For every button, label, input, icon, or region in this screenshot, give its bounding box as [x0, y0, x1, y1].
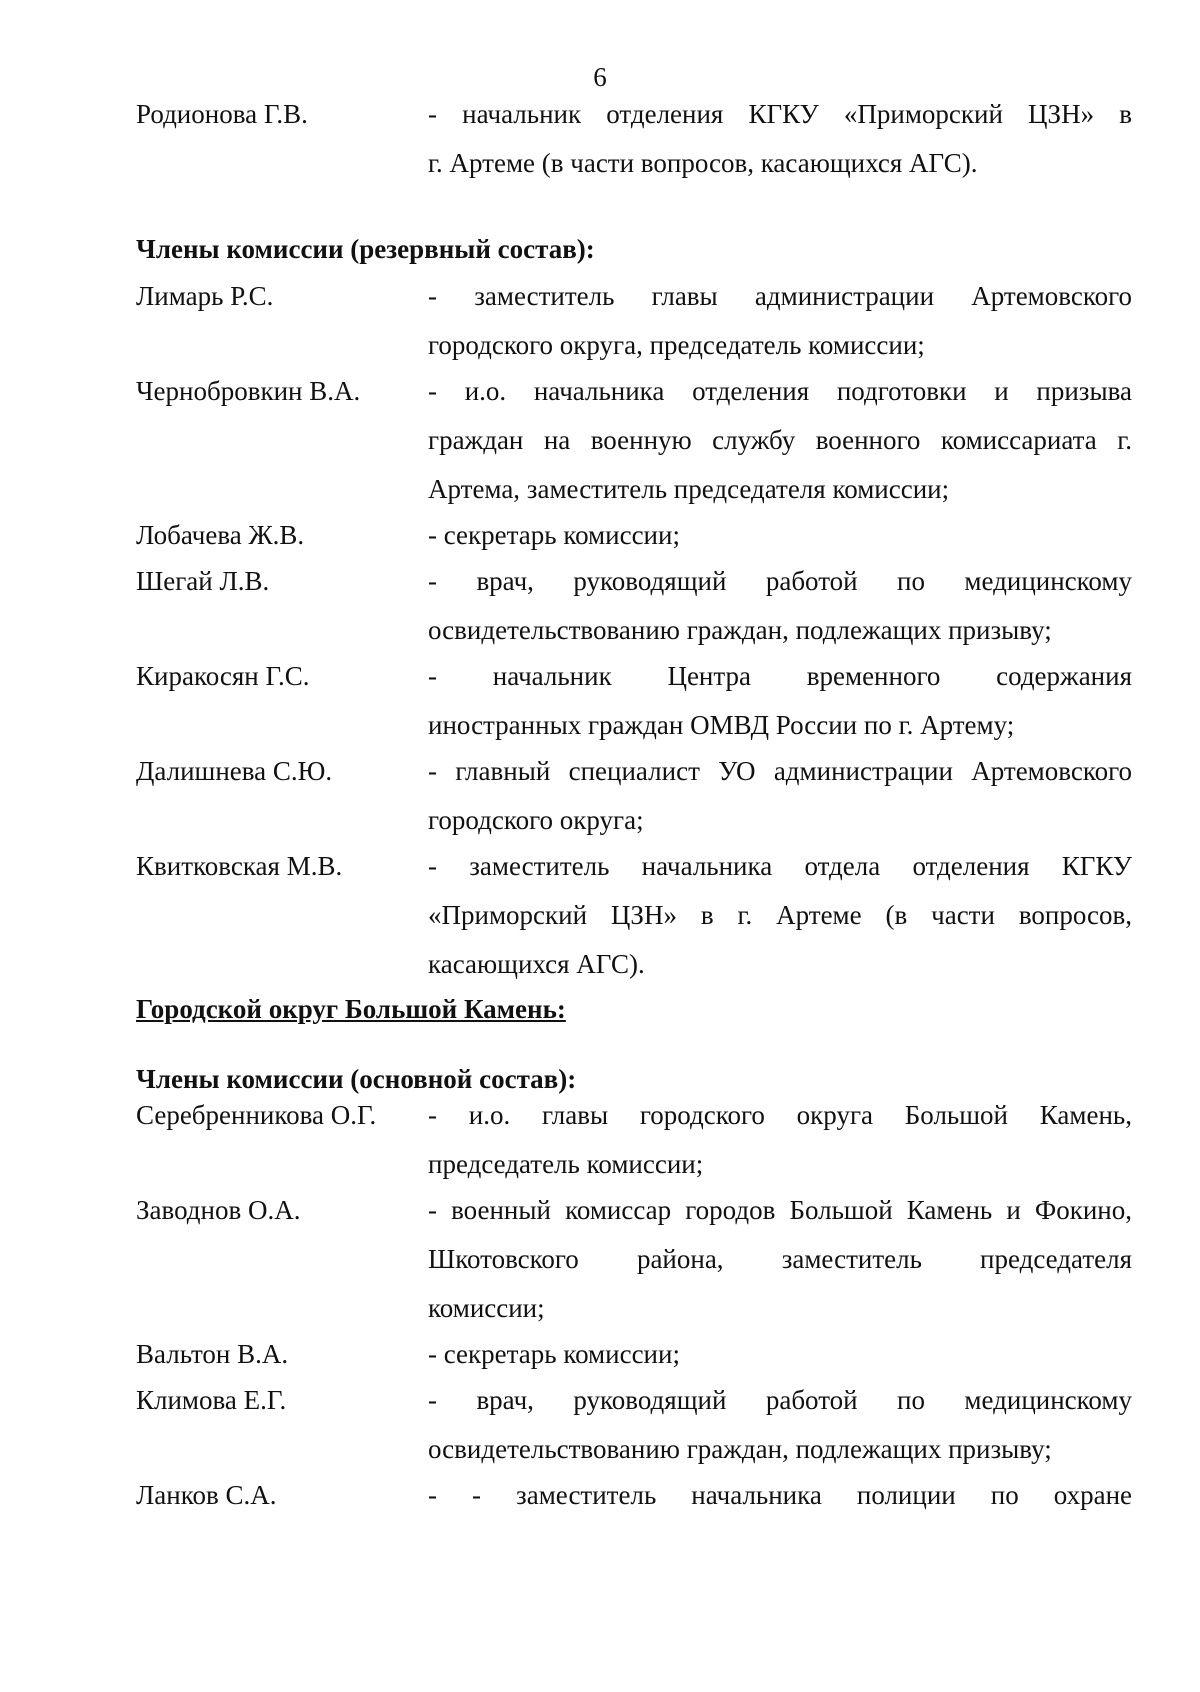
- district-heading: Городской округ Большой Камень:: [136, 994, 566, 1024]
- member-role: [428, 1471, 1132, 1520]
- member-name: Серебренникова О.Г.: [136, 1100, 377, 1130]
- role-line: - врач, руководящий работой по медицинскому: [428, 566, 1132, 596]
- role-line: - начальник отделения КГКУ «Приморский ЦЗН» в: [428, 99, 1132, 129]
- member-name: Квитковская М.В.: [136, 851, 343, 881]
- role-line: - начальник Центра временного содержания: [428, 661, 1132, 691]
- role-line: касающихся АГС).: [428, 949, 645, 979]
- member-name: Лимарь Р.С.: [136, 281, 274, 311]
- role-line: - врач, руководящий работой по медицинскому: [428, 1385, 1132, 1415]
- member-name: Вальтон В.А.: [136, 1339, 289, 1369]
- member-name: Заводнов О.А.: [136, 1195, 301, 1225]
- role-line: - заместитель главы администрации Артемовского: [428, 281, 1132, 311]
- member-role: [428, 557, 1132, 655]
- role-line: председатель комиссии;: [428, 1149, 704, 1179]
- role-line: иностранных граждан ОМВД России по г. Артему;: [428, 710, 1015, 740]
- role-line: - - заместитель начальника полиции по охране: [428, 1480, 1132, 1510]
- role-line: Артема, заместитель председателя комиссии;: [428, 474, 950, 504]
- role-line: - и.о. главы городского округа Большой Камень,: [428, 1100, 1132, 1130]
- main-heading: Члены комиссии (основной состав):: [136, 1064, 577, 1094]
- member-name: Шегай Л.В.: [136, 566, 270, 596]
- page-number: 6: [593, 62, 607, 92]
- role-line: - секретарь комиссии;: [428, 520, 680, 550]
- member-name: Климова Е.Г.: [136, 1385, 287, 1415]
- reserve-heading: Члены комиссии (резервный состав):: [136, 234, 595, 264]
- role-line: - секретарь комиссии;: [428, 1339, 680, 1369]
- role-line: - военный комиссар городов Большой Камень и Фокино,: [428, 1195, 1132, 1225]
- role-line: освидетельствованию граждан, подлежащих призыву;: [428, 615, 1052, 645]
- member-role: [428, 652, 1132, 750]
- member-name: Лобачева Ж.В.: [136, 520, 305, 550]
- member-role: [428, 1330, 1132, 1379]
- role-line: - и.о. начальника отделения подготовки и призыва: [428, 376, 1132, 406]
- member-name: Киракосян Г.С.: [136, 661, 310, 691]
- member-name: Ланков С.А.: [136, 1480, 277, 1510]
- role-line: освидетельствованию граждан, подлежащих призыву;: [428, 1434, 1052, 1464]
- member-role: [428, 272, 1132, 370]
- member-role: [428, 511, 1132, 560]
- role-line: городского округа;: [428, 805, 644, 835]
- member-role: [428, 747, 1132, 845]
- role-line: Шкотовского района, заместитель председателя: [428, 1244, 1132, 1274]
- role-line: - заместитель начальника отдела отделения КГКУ: [428, 851, 1132, 881]
- role-line: - главный специалист УО администрации Артемовского: [428, 756, 1132, 786]
- role-line: граждан на военную службу военного комиссариата г.: [428, 425, 1132, 455]
- member-name: Родионова Г.В.: [136, 99, 308, 129]
- role-line: г. Артеме (в части вопросов, касающихся АГС).: [428, 148, 978, 178]
- member-role: [428, 1091, 1132, 1189]
- member-role: [428, 1376, 1132, 1474]
- member-role: [428, 842, 1132, 989]
- role-line: городского округа, председатель комиссии;: [428, 330, 925, 360]
- member-role: [428, 1186, 1132, 1333]
- member-role: [428, 367, 1132, 514]
- role-line: «Приморский ЦЗН» в г. Артеме (в части вопросов,: [428, 900, 1132, 930]
- member-name: Чернобровкин В.А.: [136, 376, 361, 406]
- member-name: Далишнева С.Ю.: [136, 756, 333, 786]
- member-role: [428, 90, 1132, 188]
- role-line: комиссии;: [428, 1293, 545, 1323]
